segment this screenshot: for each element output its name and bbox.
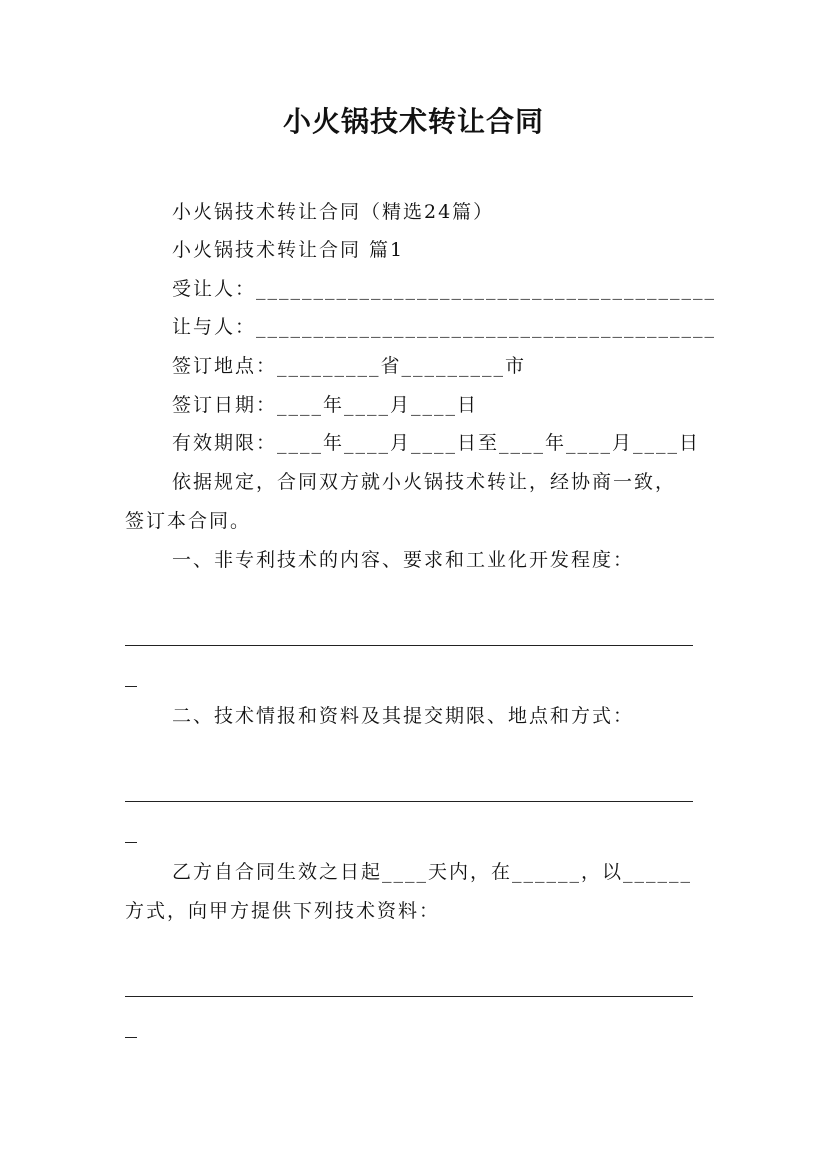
sign-place-field: 签订地点：_________省_________市 (172, 355, 527, 377)
section-heading: 小火锅技术转让合同 篇1 (172, 239, 405, 261)
delivery-paragraph-line2: 方式，向甲方提供下列技术资料： (125, 900, 441, 922)
assignee-field: 受让人：________________________________________ (172, 278, 717, 300)
blank-fill-line-end (125, 842, 137, 843)
document-subtitle: 小火锅技术转让合同（精选24篇） (172, 201, 495, 223)
clause-1-heading: 一、非专利技术的内容、要求和工业化开发程度： (172, 549, 635, 571)
blank-fill-line (125, 645, 693, 646)
document-title: 小火锅技术转让合同 (282, 105, 544, 138)
sign-date-field: 签订日期：____年____月____日 (172, 394, 479, 416)
clause-2-heading: 二、技术情报和资料及其提交期限、地点和方式： (172, 705, 635, 727)
blank-fill-line-end (125, 686, 137, 687)
assignor-field: 让与人：________________________________________ (172, 316, 717, 338)
intro-paragraph-line1: 依据规定，合同双方就小火锅技术转让，经协商一致， (172, 471, 677, 493)
delivery-paragraph-line1: 乙方自合同生效之日起____天内，在______，以______ (172, 861, 693, 883)
blank-fill-line (125, 801, 693, 802)
blank-fill-line-end (125, 1037, 137, 1038)
intro-paragraph-line2: 签订本合同。 (125, 510, 252, 532)
blank-fill-line (125, 996, 693, 997)
validity-field: 有效期限：____年____月____日至____年____月____日 (172, 432, 701, 454)
